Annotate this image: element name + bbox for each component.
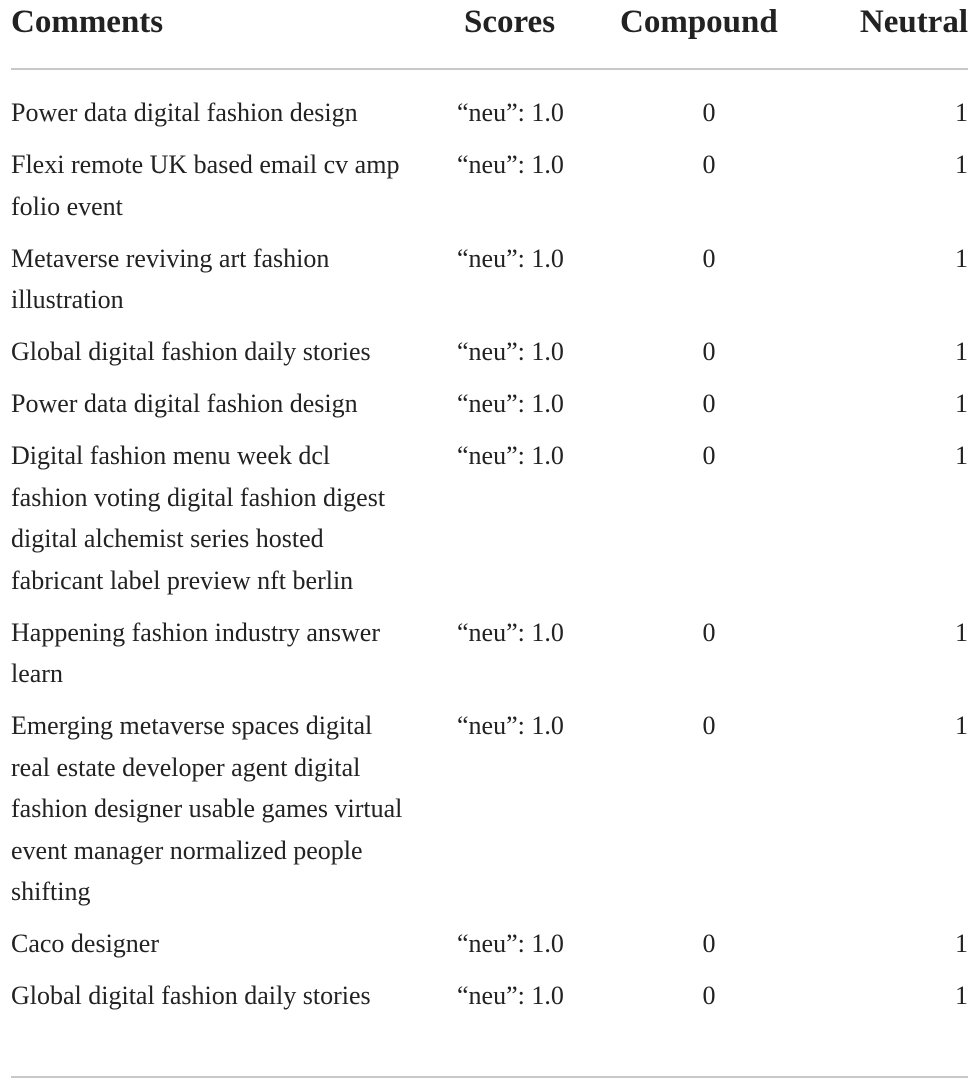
cell-scores: “neu”: 1.0 — [457, 441, 564, 470]
table-row — [11, 612, 968, 695]
header-scores: Scores — [464, 4, 556, 40]
cell-neutral: 1 — [955, 98, 968, 127]
cell-scores: “neu”: 1.0 — [457, 981, 564, 1010]
cell-compound: 0 — [702, 150, 716, 179]
cell-neutral: 1 — [955, 441, 968, 470]
cell-neutral: 1 — [955, 243, 968, 273]
cell-comment: Global digital fashion daily stories — [11, 981, 371, 1010]
header-compound: Compound — [620, 4, 778, 40]
cell-compound: 0 — [702, 981, 716, 1010]
header-neutral: Neutral — [859, 4, 968, 40]
footer-rule — [11, 1076, 968, 1078]
header-rule — [11, 68, 968, 70]
cell-compound: 0 — [702, 243, 716, 273]
cell-compound: 0 — [702, 711, 716, 740]
cell-comment: Power data digital fashion design — [11, 389, 358, 418]
cell-compound: 0 — [702, 98, 716, 127]
table-row — [11, 238, 968, 321]
cell-scores: “neu”: 1.0 — [457, 150, 564, 179]
cell-scores: “neu”: 1.0 — [457, 929, 564, 958]
cell-neutral: 1 — [955, 150, 968, 179]
table-row — [11, 144, 968, 227]
cell-compound: 0 — [702, 337, 716, 366]
cell-scores: “neu”: 1.0 — [457, 711, 564, 740]
table-row — [11, 923, 968, 965]
cell-scores: “neu”: 1.0 — [457, 617, 564, 647]
cell-compound: 0 — [702, 617, 716, 647]
table-row — [11, 92, 968, 134]
cell-neutral: 1 — [955, 337, 968, 366]
table-row — [11, 383, 968, 425]
sentiment-table — [11, 0, 968, 1010]
cell-neutral: 1 — [955, 929, 968, 958]
table-row — [11, 975, 968, 1017]
cell-compound: 0 — [702, 929, 716, 958]
cell-scores: “neu”: 1.0 — [457, 243, 564, 273]
table-body — [11, 92, 968, 1027]
table-row — [11, 435, 968, 601]
cell-neutral: 1 — [955, 389, 968, 418]
cell-neutral: 1 — [955, 711, 968, 740]
cell-neutral: 1 — [955, 981, 968, 1010]
cell-compound: 0 — [702, 441, 716, 470]
cell-comment: Flexi remote UK based email cv amp folio event — [11, 150, 400, 221]
cell-neutral: 1 — [955, 617, 968, 647]
cell-scores: “neu”: 1.0 — [457, 389, 564, 418]
cell-comment: Digital fashion menu week dcl fashion voting digital fashion digest digital alchemist series hosted fabricant label preview nft berlin — [11, 441, 386, 595]
cell-comment: Metaverse reviving art fashion illustration — [11, 243, 330, 314]
cell-comment: Global digital fashion daily stories — [11, 337, 371, 366]
cell-comment: Happening fashion industry answer learn — [11, 617, 380, 688]
cell-scores: “neu”: 1.0 — [457, 98, 564, 127]
cell-comment: Emerging metaverse spaces digital real estate developer agent digital fashion designer usable games virtual event manager normalized people shifting — [11, 711, 403, 906]
cell-comment: Caco designer — [11, 929, 160, 958]
table-row — [11, 331, 968, 373]
cell-compound: 0 — [702, 389, 716, 418]
cell-comment: Power data digital fashion design — [11, 98, 358, 127]
table-header — [11, 0, 968, 52]
cell-scores: “neu”: 1.0 — [457, 337, 564, 366]
table-row — [11, 705, 968, 913]
header-comments: Comments — [11, 4, 164, 40]
